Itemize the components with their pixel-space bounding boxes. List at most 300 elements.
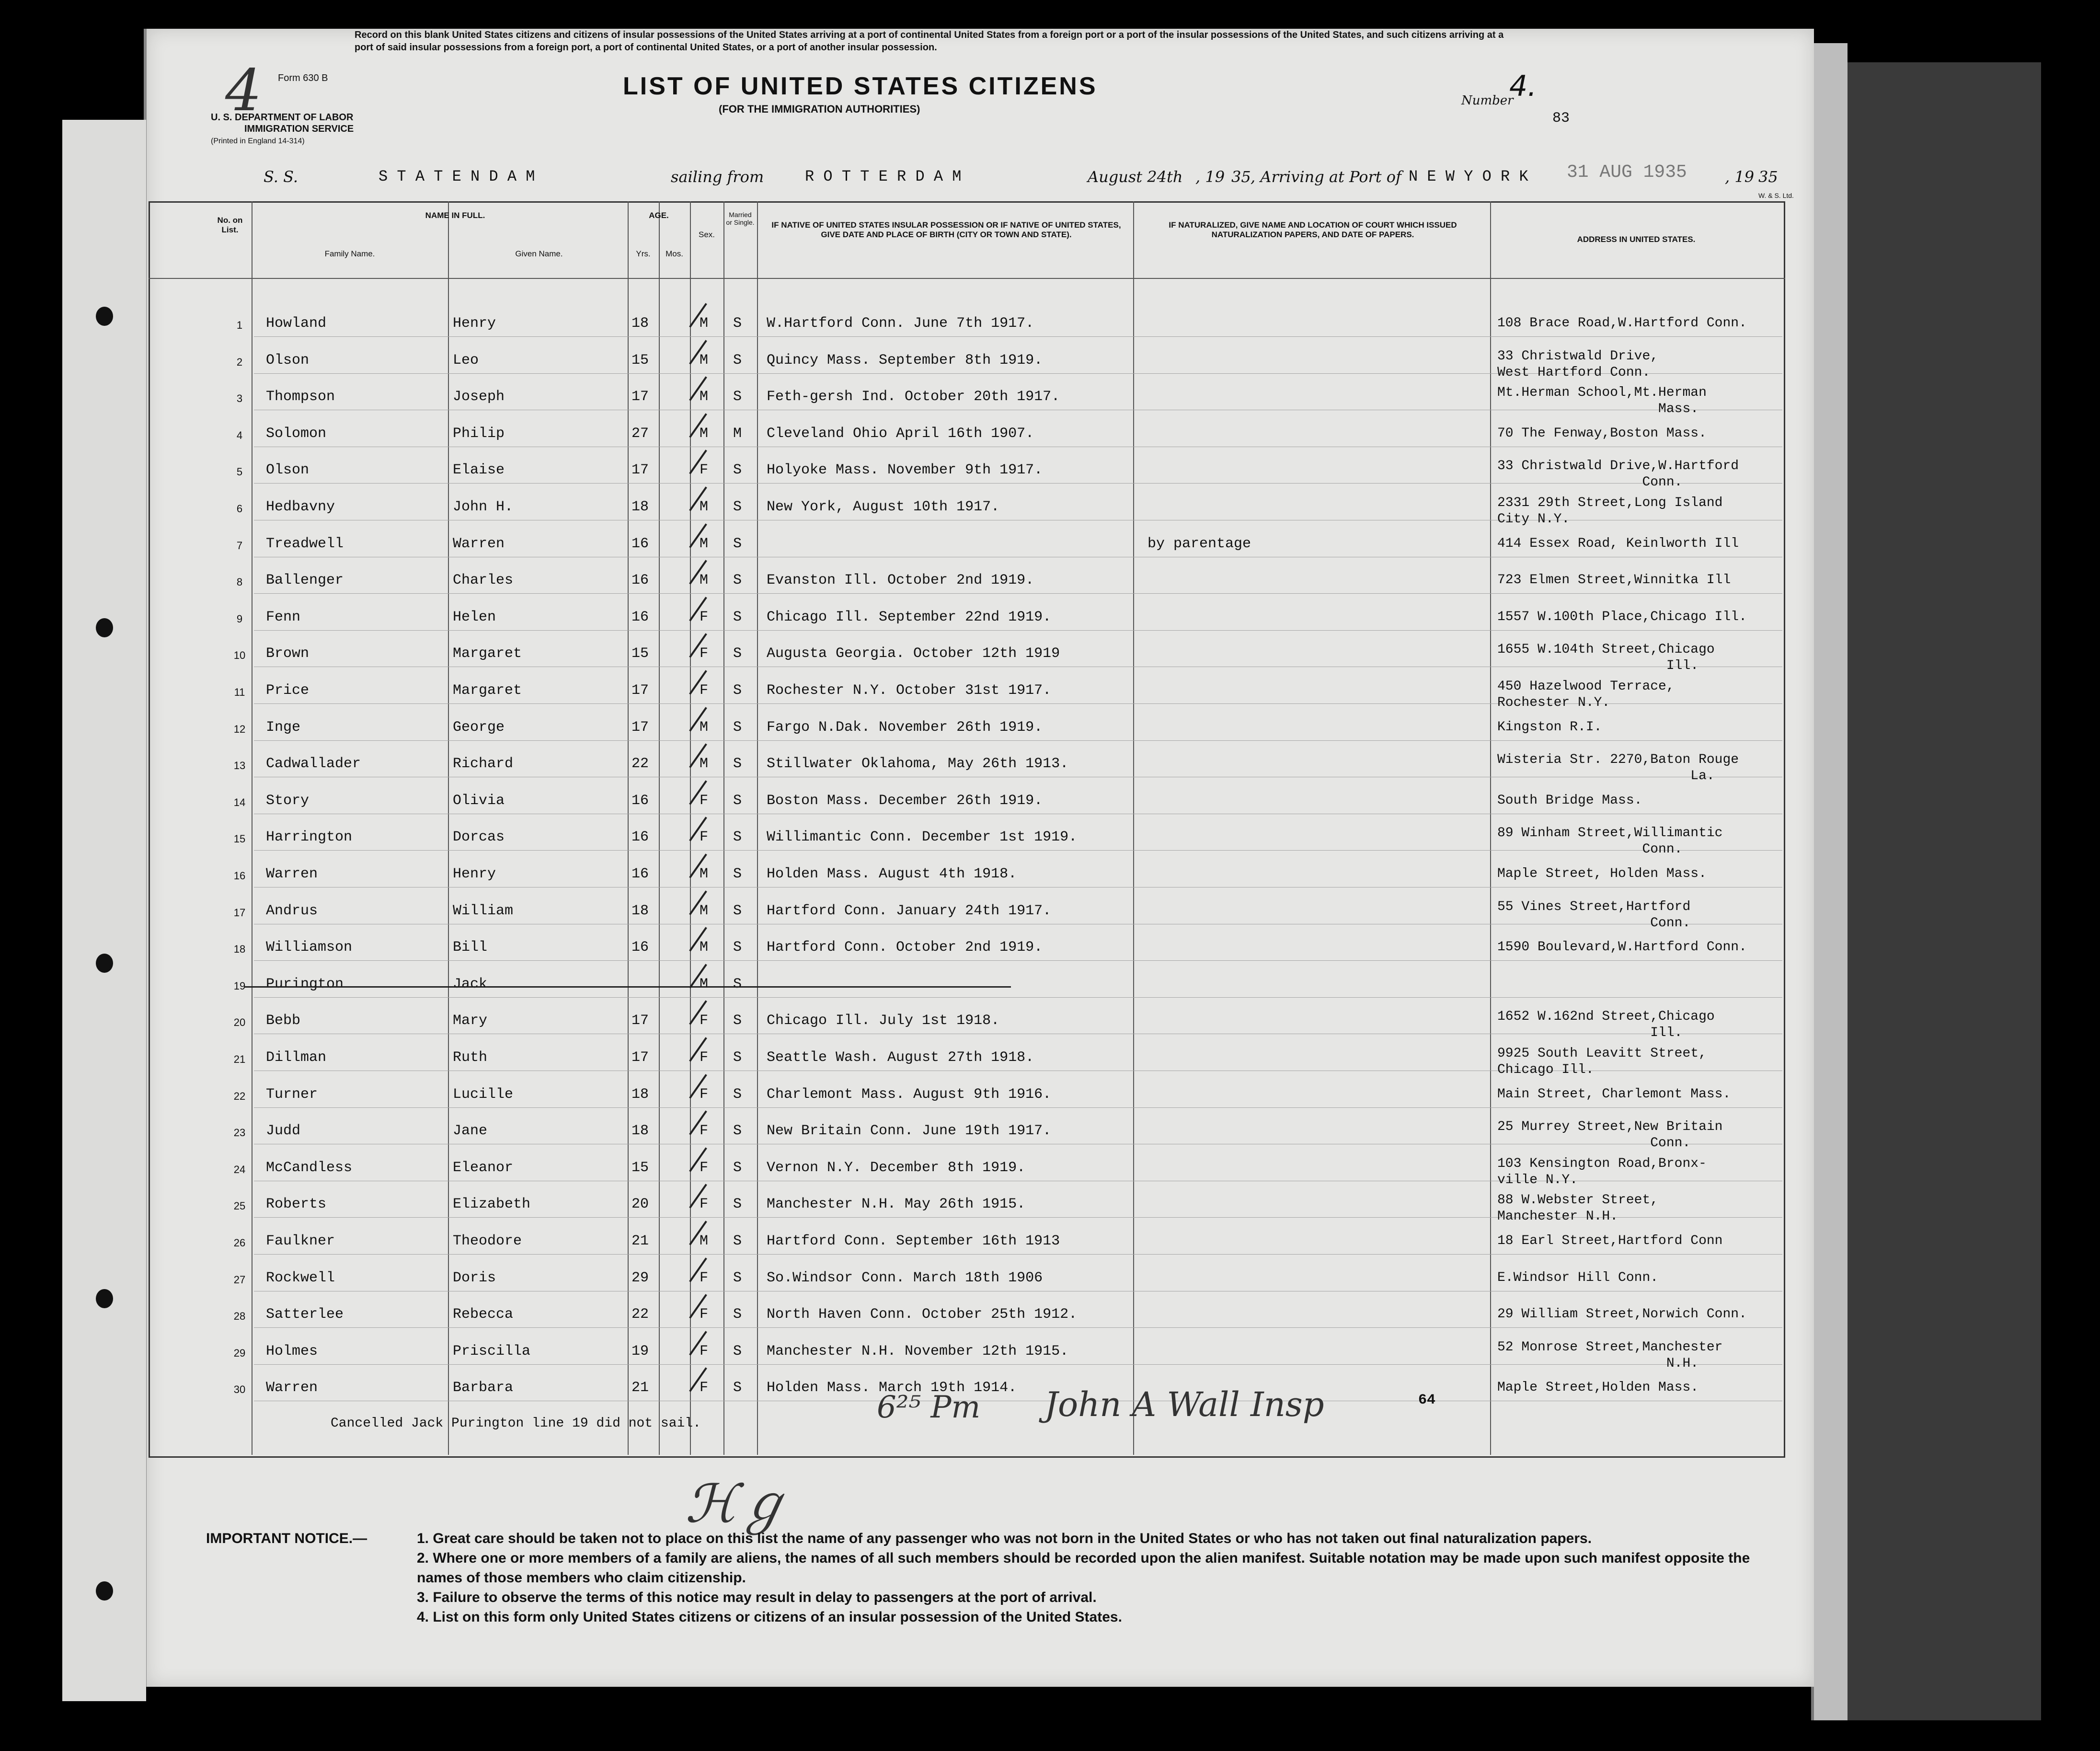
arrival-year: 35 [1758, 168, 1778, 186]
sex: M [700, 499, 709, 515]
age-years: 15 [631, 1159, 649, 1176]
sailing-from-label: sailing from [671, 168, 764, 186]
sex: M [700, 389, 709, 405]
age-years: 15 [631, 645, 649, 662]
row-number: 1 [236, 319, 243, 331]
marital-status: S [733, 1013, 742, 1029]
birth-details: Willimantic Conn. December 1st 1919. [767, 829, 1078, 846]
given-name: Henry [453, 315, 496, 332]
address: 18 Earl Street,Hartford Conn [1497, 1233, 1723, 1248]
given-name: Joseph [453, 389, 505, 405]
page-number: 83 [1552, 110, 1570, 127]
family-name: Hedbavny [266, 499, 335, 515]
given-name: Elizabeth [453, 1196, 531, 1213]
marital-status: S [733, 1343, 742, 1359]
marital-status: S [733, 1233, 742, 1249]
age-years: 20 [631, 1196, 649, 1213]
sex: F [700, 1196, 709, 1213]
address: 1557 W.100th Place,Chicago Ill. [1497, 609, 1747, 624]
family-name: Howland [266, 315, 327, 332]
arrival-year-prefix: , 19 [1725, 168, 1755, 186]
address: South Bridge Mass. [1497, 793, 1642, 808]
birth-details: Vernon N.Y. December 8th 1919. [767, 1159, 1026, 1176]
row-divider [254, 997, 1782, 998]
punch-hole [96, 1289, 113, 1308]
col-yrs: Yrs. [636, 249, 651, 258]
arrival-stamp: 31 AUG 1935 [1567, 162, 1687, 183]
birth-details: W.Hartford Conn. June 7th 1917. [767, 315, 1034, 332]
family-name: Ballenger [266, 572, 344, 589]
family-name: Purington [266, 976, 344, 992]
sex: M [700, 535, 709, 552]
address: 103 Kensington Road,Bronx- ville N.Y. [1497, 1156, 1707, 1187]
age-years: 16 [631, 609, 649, 625]
marital-status: S [733, 572, 742, 589]
address: 55 Vines Street,Hartford Conn. [1497, 899, 1691, 931]
family-name: Inge [266, 719, 301, 736]
address: 88 W.Webster Street, Manchester N.H. [1497, 1193, 1659, 1224]
sex: F [700, 1086, 709, 1103]
given-name: Lucille [453, 1086, 514, 1103]
marital-status: S [733, 902, 742, 919]
sex: M [700, 902, 709, 919]
birth-details: Quincy Mass. September 8th 1919. [767, 352, 1043, 369]
given-name: Dorcas [453, 829, 505, 846]
birth-details: So.Windsor Conn. March 18th 1906 [767, 1269, 1043, 1286]
age-years: 22 [631, 756, 649, 772]
address: E.Windsor Hill Conn. [1497, 1270, 1659, 1285]
sex: M [700, 756, 709, 772]
cancel-note: Cancelled Jack Purington line 19 did not sail. [331, 1416, 701, 1431]
page-edge [1811, 43, 1848, 1720]
naturalization: by parentage [1148, 535, 1251, 552]
given-name: Eleanor [453, 1159, 514, 1176]
notice-label: IMPORTANT NOTICE.— [206, 1531, 367, 1546]
address: 2331 29th Street,Long Island City N.Y. [1497, 495, 1723, 527]
address: Maple Street,Holden Mass. [1497, 1380, 1699, 1395]
birth-details: Fargo N.Dak. November 26th 1919. [767, 719, 1043, 736]
row-number: 12 [233, 723, 246, 735]
age-years: 16 [631, 535, 649, 552]
given-name: John H. [453, 499, 514, 515]
family-name: Andrus [266, 902, 318, 919]
arriving-label: , Arriving at Port of [1251, 168, 1401, 186]
col-sex: Sex. [698, 230, 715, 239]
address: 1655 W.104th Street,Chicago Ill. [1497, 642, 1715, 674]
age-years: 27 [631, 425, 649, 442]
col-mos: Mos. [666, 249, 683, 258]
row-number: 8 [236, 576, 243, 588]
age-years: 16 [631, 866, 649, 882]
printer-mark: W. & S. Ltd. [1758, 192, 1794, 199]
family-name: Williamson [266, 939, 353, 956]
family-name: Harrington [266, 829, 353, 846]
given-name: Elaise [453, 462, 505, 479]
family-name: Fenn [266, 609, 301, 625]
page-title: LIST OF UNITED STATES CITIZENS [623, 72, 1098, 100]
row-number: 2 [236, 356, 243, 368]
age-years: 18 [631, 1123, 649, 1140]
family-name: McCandless [266, 1159, 353, 1176]
marital-status: S [733, 1086, 742, 1103]
sex: F [700, 1049, 709, 1066]
birth-details: Seattle Wash. August 27th 1918. [767, 1049, 1034, 1066]
sex: F [700, 1159, 709, 1176]
department-line2: IMMIGRATION SERVICE [244, 124, 354, 134]
address: Kingston R.I. [1497, 719, 1602, 735]
age-years: 21 [631, 1233, 649, 1249]
age-years: 17 [631, 462, 649, 479]
punch-hole [96, 954, 113, 973]
punch-hole [96, 1581, 113, 1601]
age-years: 17 [631, 389, 649, 405]
marital-status: S [733, 535, 742, 552]
age-years: 18 [631, 902, 649, 919]
given-name: Charles [453, 572, 514, 589]
sex: M [700, 352, 709, 369]
given-name: Helen [453, 609, 496, 625]
row-number: 16 [233, 870, 246, 882]
birth-details: Cleveland Ohio April 16th 1907. [767, 425, 1034, 442]
birth-details: New York, August 10th 1917. [767, 499, 1000, 515]
birth-details: Evanston Ill. October 2nd 1919. [767, 572, 1034, 589]
given-name: Jane [453, 1123, 488, 1140]
birth-details: Hartford Conn. October 2nd 1919. [767, 939, 1043, 956]
family-name: Roberts [266, 1196, 327, 1213]
row-divider [254, 593, 1782, 594]
row-number: 4 [236, 429, 243, 441]
marital-status: S [733, 792, 742, 809]
marital-status: S [733, 756, 742, 772]
given-name: George [453, 719, 505, 736]
row-number: 21 [233, 1053, 246, 1065]
birth-details: Hartford Conn. January 24th 1917. [767, 902, 1052, 919]
address: 70 The Fenway,Boston Mass. [1497, 426, 1707, 441]
row-number: 18 [233, 943, 246, 956]
birth-details: Feth-gersh Ind. October 20th 1917. [767, 389, 1060, 405]
corner-mark: 4 [225, 58, 262, 124]
row-number: 11 [234, 686, 245, 698]
birth-details: Hartford Conn. September 16th 1913 [767, 1233, 1060, 1249]
given-name: Jack [453, 976, 488, 992]
sex: M [700, 315, 709, 332]
given-name: Warren [453, 535, 505, 552]
marital-status: M [733, 425, 742, 442]
given-name: Leo [453, 352, 479, 369]
cancel-strike-line [244, 986, 1011, 988]
family-name: Brown [266, 645, 310, 662]
tally-count: 64 [1418, 1392, 1436, 1408]
sex: F [700, 1380, 709, 1396]
sex: F [700, 682, 709, 699]
given-name: Ruth [453, 1049, 488, 1066]
birth-details: Charlemont Mass. August 9th 1916. [767, 1086, 1052, 1103]
marital-status: S [733, 1269, 742, 1286]
number-label: Number [1461, 93, 1514, 108]
record-note: Record on this blank United States citizens and citizens of insular possessions of the United States arriving at a port of continental United States from a foreign port or a port of the insular possessions of the United States, and such citizens arriving at a port of said insular possessions from a foreign port, a port of continental United States, or a port of another insular possession. [355, 30, 1504, 53]
given-name: Rebecca [453, 1306, 514, 1323]
form-number: Form 630 B [278, 73, 328, 83]
row-number: 27 [233, 1273, 246, 1286]
punch-hole [96, 618, 113, 637]
family-name: Judd [266, 1123, 301, 1140]
birth-details: New Britain Conn. June 19th 1917. [767, 1123, 1052, 1140]
birth-details: Chicago Ill. July 1st 1918. [767, 1013, 1000, 1029]
address: 33 Christwald Drive,W.Hartford Conn. [1497, 459, 1739, 490]
age-years: 16 [631, 829, 649, 846]
family-name: Olson [266, 352, 310, 369]
address: 414 Essex Road, Keinlworth Ill [1497, 536, 1739, 551]
row-number: 23 [233, 1127, 246, 1139]
row-number: 10 [233, 649, 246, 662]
family-name: Treadwell [266, 535, 344, 552]
row-number: 6 [236, 503, 243, 515]
notice-item: 1. Great care should be taken not to place on this list the name of any passenger who was not born in the United States or who has not taken out final naturalization papers. [417, 1531, 1592, 1546]
age-years: 17 [631, 1049, 649, 1066]
address: Main Street, Charlemont Mass. [1497, 1086, 1731, 1102]
address: 450 Hazelwood Terrace, Rochester N.Y. [1497, 679, 1675, 710]
col-birth: IF NATIVE OF UNITED STATES INSULAR POSSESSION OR IF NATIVE OF UNITED STATES, GIVE DATE AND PLACE OF BIRTH (CITY OR TOWN AND STATE). [771, 220, 1121, 239]
address: Mt.Herman School,Mt.Herman Mass. [1497, 385, 1707, 417]
sex: F [700, 792, 709, 809]
family-name: Thompson [266, 389, 335, 405]
age-years: 17 [631, 1013, 649, 1029]
row-number: 26 [233, 1237, 246, 1249]
row-number: 15 [233, 833, 246, 845]
family-name: Dillman [266, 1049, 327, 1066]
row-number: 28 [233, 1310, 246, 1323]
age-years: 15 [631, 352, 649, 369]
address: 1652 W.162nd Street,Chicago Ill. [1497, 1009, 1715, 1041]
row-divider [254, 1254, 1782, 1255]
birth-details: Holden Mass. August 4th 1918. [767, 866, 1017, 882]
age-years: 17 [631, 719, 649, 736]
row-divider [254, 960, 1782, 961]
marital-status: S [733, 1049, 742, 1066]
ship-name: S T A T E N D A M [379, 168, 535, 185]
age-years: 16 [631, 939, 649, 956]
marital-status: S [733, 1123, 742, 1140]
marital-status: S [733, 499, 742, 515]
age-years: 21 [631, 1380, 649, 1396]
sex: M [700, 976, 709, 992]
given-name: William [453, 902, 514, 919]
marital-status: S [733, 645, 742, 662]
col-naturalized: IF NATURALIZED, GIVE NAME AND LOCATION OF COURT WHICH ISSUED NATURALIZATION PAPERS, AND DATE OF PAPERS. [1169, 220, 1457, 239]
address: 29 William Street,Norwich Conn. [1497, 1307, 1747, 1322]
address: 723 Elmen Street,Winnitka Ill [1497, 573, 1731, 588]
family-name: Satterlee [266, 1306, 344, 1323]
sex: F [700, 1343, 709, 1359]
marital-status: S [733, 682, 742, 699]
sex: F [700, 829, 709, 846]
age-years: 18 [631, 499, 649, 515]
sail-year: 35 [1231, 168, 1251, 186]
ss-label: S. S. [264, 168, 298, 186]
sex: M [700, 939, 709, 956]
family-name: Warren [266, 866, 318, 882]
col-given: Given Name. [515, 249, 563, 258]
inspector-signature: John A Wall Insp [1044, 1385, 1324, 1424]
row-divider [254, 1327, 1782, 1328]
address: 33 Christwald Drive, West Hartford Conn. [1497, 348, 1659, 380]
given-name: Doris [453, 1269, 496, 1286]
year-prefix: , 19 [1195, 168, 1225, 186]
handwritten-time: 6²⁵ Pm [877, 1390, 981, 1425]
marital-status: S [733, 462, 742, 479]
given-name: Philip [453, 425, 505, 442]
page-subtitle: (FOR THE IMMIGRATION AUTHORITIES) [719, 103, 920, 115]
notice-item: 4. List on this form only United States citizens or citizens of an insular possession of the United States. [417, 1609, 1122, 1625]
department-line1: U. S. DEPARTMENT OF LABOR [211, 112, 354, 123]
row-divider [254, 740, 1782, 741]
col-no: No. on List. [217, 216, 243, 234]
given-name: Henry [453, 866, 496, 882]
family-name: Olson [266, 462, 310, 479]
birth-details: Stillwater Oklahoma, May 26th 1913. [767, 756, 1069, 772]
address: 9925 South Leavitt Street, Chicago Ill. [1497, 1046, 1707, 1077]
address: Maple Street, Holden Mass. [1497, 866, 1707, 881]
marital-status: S [733, 829, 742, 846]
sex: M [700, 572, 709, 589]
age-years: 29 [631, 1269, 649, 1286]
address: Wisteria Str. 2270,Baton Rouge La. [1497, 752, 1739, 784]
age-years: 18 [631, 315, 649, 332]
address: 108 Brace Road,W.Hartford Conn. [1497, 316, 1747, 331]
given-name: Mary [453, 1013, 488, 1029]
binding-strip [62, 120, 146, 1701]
given-name: Olivia [453, 792, 505, 809]
given-name: Richard [453, 756, 514, 772]
row-number: 5 [236, 466, 243, 478]
row-number: 20 [233, 1016, 246, 1029]
family-name: Story [266, 792, 310, 809]
row-number: 7 [236, 539, 243, 552]
age-years: 16 [631, 572, 649, 589]
marital-status: S [733, 719, 742, 736]
marital-status: S [733, 352, 742, 369]
age-years: 16 [631, 792, 649, 809]
port-to: N E W Y O R K [1409, 168, 1528, 185]
age-years: 18 [631, 1086, 649, 1103]
birth-details: Rochester N.Y. October 31st 1917. [767, 682, 1052, 699]
age-years: 22 [631, 1306, 649, 1323]
marital-status: S [733, 315, 742, 332]
marital-status: S [733, 1380, 742, 1396]
birth-details: Holden Mass. March 19th 1914. [767, 1380, 1017, 1396]
notice-item: 2. Where one or more members of a family are aliens, the names of all such members should be recorded upon the alien manifest. Suitable notation may be made upon such manifest opposite the names of those members who claim citizenship. [417, 1550, 1750, 1586]
address: 89 Winham Street,Willimantic Conn. [1497, 826, 1723, 857]
marital-status: S [733, 389, 742, 405]
sex: M [700, 425, 709, 442]
col-age: AGE. [649, 211, 669, 220]
sex: F [700, 1306, 709, 1323]
sex: F [700, 609, 709, 625]
printed-note: (Printed in England 14-314) [211, 137, 305, 145]
given-name: Bill [453, 939, 488, 956]
col-married: Married or Single. [726, 211, 755, 226]
inspector-initials: ℋℊ [685, 1473, 790, 1534]
age-years: 17 [631, 682, 649, 699]
given-name: Theodore [453, 1233, 522, 1249]
family-name: Bebb [266, 1013, 301, 1029]
family-name: Turner [266, 1086, 318, 1103]
sex: F [700, 1123, 709, 1140]
family-name: Holmes [266, 1343, 318, 1359]
marital-status: S [733, 1159, 742, 1176]
marital-status: S [733, 866, 742, 882]
birth-details: Manchester N.H. November 12th 1915. [767, 1343, 1069, 1359]
sex: M [700, 1233, 709, 1249]
port-from: R O T T E R D A M [805, 168, 962, 185]
row-number: 29 [233, 1347, 246, 1359]
row-number: 19 [233, 979, 246, 992]
row-number: 13 [233, 760, 246, 772]
col-address: ADDRESS IN UNITED STATES. [1577, 235, 1696, 244]
row-divider [254, 336, 1782, 337]
family-name: Price [266, 682, 310, 699]
marital-status: S [733, 609, 742, 625]
sex: F [700, 645, 709, 662]
sex: F [700, 1269, 709, 1286]
given-name: Margaret [453, 645, 522, 662]
marital-status: S [733, 1306, 742, 1323]
marital-status: S [733, 976, 742, 992]
row-number: 3 [236, 392, 243, 405]
sex: F [700, 1013, 709, 1029]
given-name: Margaret [453, 682, 522, 699]
sail-date: August 24th [1088, 168, 1183, 186]
row-divider [254, 1107, 1782, 1108]
birth-details: Holyoke Mass. November 9th 1917. [767, 462, 1043, 479]
punch-hole [96, 307, 113, 326]
row-number: 14 [233, 796, 246, 808]
birth-details: North Haven Conn. October 25th 1912. [767, 1306, 1078, 1323]
address: 25 Murrey Street,New Britain Conn. [1497, 1119, 1723, 1151]
row-number: 9 [236, 612, 243, 625]
row-number: 30 [233, 1383, 246, 1396]
row-number: 22 [233, 1090, 246, 1102]
list-number: 4. [1509, 69, 1537, 103]
address: 52 Monrose Street,Manchester N.H. [1497, 1339, 1723, 1371]
marital-status: S [733, 939, 742, 956]
row-number: 25 [233, 1200, 246, 1212]
sex: F [700, 462, 709, 479]
row-divider [254, 630, 1782, 631]
sex: M [700, 719, 709, 736]
family-name: Faulkner [266, 1233, 335, 1249]
sex: M [700, 866, 709, 882]
family-name: Rockwell [266, 1269, 335, 1286]
birth-details: Chicago Ill. September 22nd 1919. [767, 609, 1052, 625]
birth-details: Manchester N.H. May 26th 1915. [767, 1196, 1026, 1213]
sailing-line [149, 162, 1778, 192]
birth-details: Augusta Georgia. October 12th 1919 [767, 645, 1060, 662]
notice-item: 3. Failure to observe the terms of this notice may result in delay to passengers at the port of arrival. [417, 1590, 1097, 1605]
given-name: Priscilla [453, 1343, 531, 1359]
row-number: 24 [233, 1163, 246, 1175]
row-number: 17 [233, 906, 246, 919]
family-name: Cadwallader [266, 756, 361, 772]
family-name: Warren [266, 1380, 318, 1396]
marital-status: S [733, 1196, 742, 1213]
address: 1590 Boulevard,W.Hartford Conn. [1497, 940, 1747, 955]
col-name: NAME IN FULL. [425, 211, 485, 220]
scanner-background [1840, 62, 2041, 1720]
col-family: Family Name. [324, 249, 375, 258]
given-name: Barbara [453, 1380, 514, 1396]
age-years: 19 [631, 1343, 649, 1359]
